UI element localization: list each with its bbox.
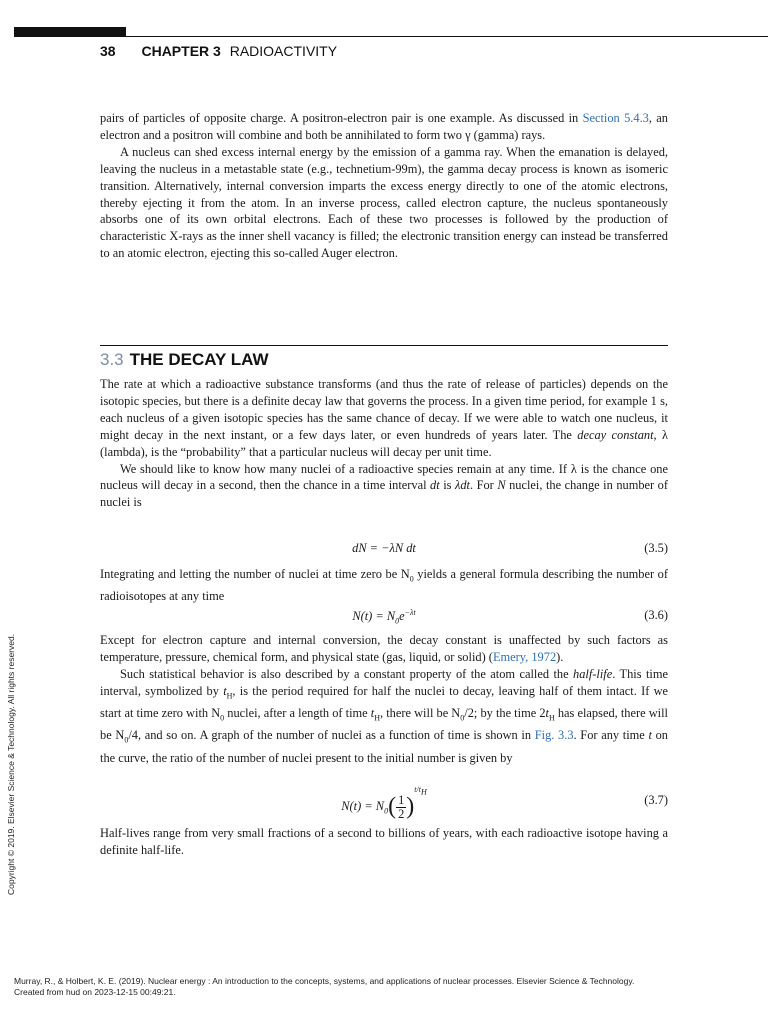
citation-link[interactable]: Emery, 1972: [492, 649, 557, 664]
paragraph-half-life-range: Half-lives range from very small fractions of a second to billions of years, with each radioactive isotope having a definite half-life.: [100, 826, 668, 857]
intro-text: [100, 110, 668, 262]
chapter-title: RADIOACTIVITY: [229, 43, 338, 59]
integration-text: [100, 566, 668, 605]
paragraph-nuclei-count: We should like to know how many nuclei of a radioactive species remain at any time. If λ is the chance one nucleus will decay in a second, then the chance in a time interval dt is λdt. For N nuclei, the change in number of nuclei is: [100, 461, 668, 510]
fraction: $\frac{1}{2}$: [398, 792, 405, 821]
equation-3-7: [100, 785, 668, 819]
equation-number: (3.6): [644, 608, 668, 622]
running-head: [100, 43, 337, 59]
section-heading: [100, 350, 269, 370]
header-bar: [14, 27, 126, 37]
paragraph-decay-constant: Except for electron capture and internal conversion, the decay constant is unaffected by such factors as temperature, pressure, chemical form, and physical state (gas, liquid, or solid) (Emery, 1972).: [100, 633, 668, 664]
section-link[interactable]: Section 5.4.3: [582, 111, 649, 125]
decay-law-text: [100, 376, 668, 511]
term-decay-constant: decay constant: [577, 427, 654, 442]
figure-link[interactable]: Fig. 3.3: [534, 728, 574, 743]
header-rule: [126, 36, 768, 37]
page-number: 38: [100, 43, 116, 59]
footer-citation: Murray, R., & Holbert, K. E. (2019). Nuclear energy : An introduction to the concepts, systems, and applications of nuclear processes. Elsevier Science & Technology.: [14, 976, 635, 986]
citation-footer: [14, 976, 634, 997]
equation-number: (3.7): [644, 793, 668, 807]
section-number: 3.3: [100, 350, 124, 369]
paragraph-positron: pairs of particles of opposite charge. A positron-electron pair is one example. As discussed in Section 5.4.3, an electron and a positron will combine and both be annihilated to form two γ (gamma) rays.: [100, 111, 669, 142]
half-life-text: [100, 632, 668, 767]
equation-number: (3.5): [644, 541, 668, 555]
side-copyright-notice: Copyright © 2019. Elsevier Science & Technology. All rights reserved.: [6, 633, 16, 895]
paragraph-integration: Integrating and letting the number of nuclei at time zero be $N_0$ yields a general formula describing the number of radioisotopes at any time: [100, 567, 668, 604]
paragraph-gamma: A nucleus can shed excess internal energy by the emission of a gamma ray. When the emanation is delayed, leaving the nucleus in a metastable state (e.g., technetium-99m), the gamma decay process is known as isomeric transition. Alternatively, internal conversion imparts the excess energy directly to one of the atomic electrons, thereby ejecting it from the atom. In an inverse process, called electron capture, the nucleus spontaneously absorbs one of its own orbital electrons. Each of these two processes is followed by the production of characteristic X-rays as the inner shell vacancy is filled; the electronic transition energy can instead be transferred to an atomic electron, ejecting this so-called Auger electron.: [100, 144, 668, 261]
equation-expression: $N(t) = N_0e^{-\lambda t}$: [352, 608, 416, 626]
paragraph-half-life: Such statistical behavior is also described by a constant property of the atom called the half-life. This time interval, symbolized by $t_H$, is the period required for half the nuclei to decay, leaving half of them intact. If we start at time zero with $N_0$ nuclei, after a length of time $t_H$, there will be $N_0/2$; by the time $2t_H$ has elapsed, there will be $N_0/4$, and so on. A graph of the number of nuclei as a function of time is shown in Fig. 3.3. For any time t on the curve, the ratio of the number of nuclei present to the initial number is given by: [100, 666, 669, 765]
chapter-label: CHAPTER 3: [141, 43, 221, 59]
equation-expression: $N(t) = N_0$( $\frac{1}{2}$ )$^{t/t_H}$: [341, 785, 427, 821]
equation-3-6: [100, 608, 668, 628]
half-life-range-text: [100, 825, 668, 859]
equation-3-5: [100, 541, 668, 561]
section-title: THE DECAY LAW: [129, 350, 269, 369]
section-rule: [100, 345, 668, 346]
footer-created: Created from hud on 2023-12-15 00:49:21.: [14, 986, 176, 997]
term-half-life: half-life: [573, 666, 613, 681]
equation-expression: dN = −λN dt: [352, 541, 416, 555]
paragraph-decay-rate: The rate at which a radioactive substance transforms (and thus the rate of release of particles) depends on the isotopic species, but there is a definite decay law that governs the process. In a given time period, for example 1 s, each nucleus of a given isotopic species has the same chance of decay. If we were able to watch one nucleus, it might decay in the next instant, or a few days later, or even hundreds of years later. The decay constant, λ (lambda), is the “probability” that a particular nucleus will decay per unit time.: [100, 377, 669, 459]
